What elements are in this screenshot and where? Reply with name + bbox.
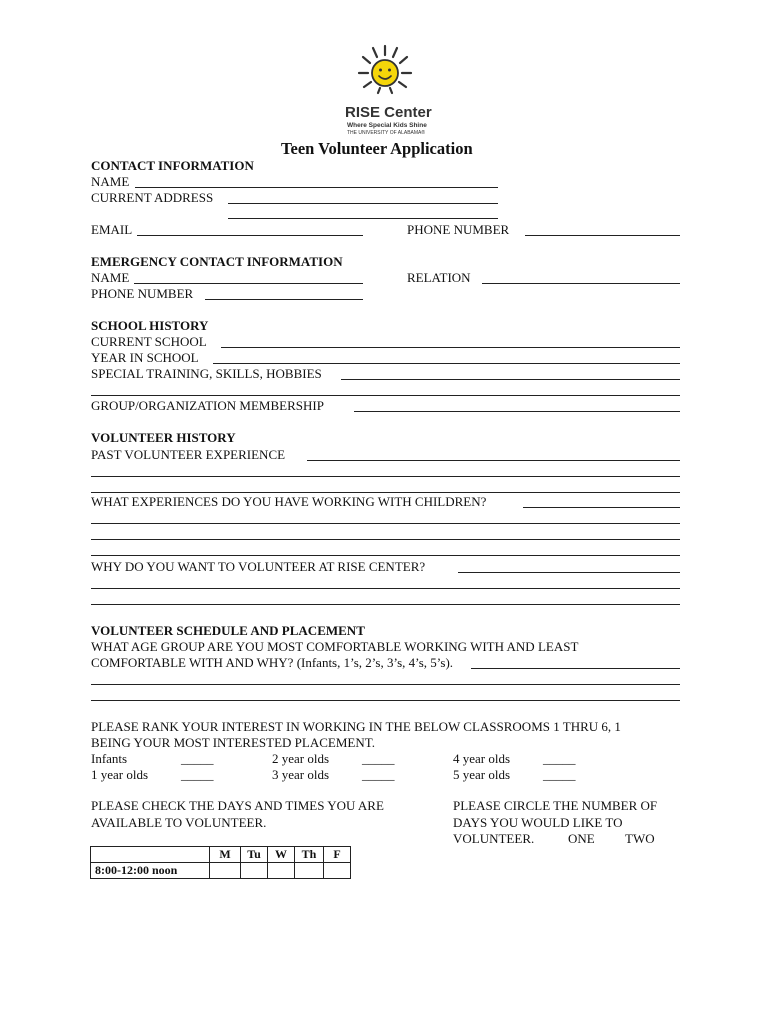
- availability-table: [90, 846, 351, 879]
- logo-university: THE UNIVERSITY OF ALABAMA®: [347, 130, 426, 136]
- check-cell-fri[interactable]: [324, 863, 351, 879]
- past-experience-field[interactable]: [307, 460, 680, 461]
- day-header-thu: Th: [295, 847, 324, 863]
- table-header-row: [91, 847, 351, 863]
- group-membership-field[interactable]: [354, 411, 680, 412]
- past-experience-field-3[interactable]: [91, 492, 680, 493]
- day-header-wed: W: [268, 847, 295, 863]
- logo-tagline: Where Special Kids Shine: [347, 122, 427, 129]
- children-experience-field-4[interactable]: [91, 555, 680, 556]
- training-field-2[interactable]: [91, 395, 680, 396]
- classroom-4yr-rank[interactable]: _____: [543, 751, 576, 766]
- contact-address-field-2[interactable]: [228, 218, 498, 219]
- year-in-school-field[interactable]: [213, 363, 680, 364]
- emergency-name-label: NAME: [91, 270, 130, 285]
- past-experience-label: PAST VOLUNTEER EXPERIENCE: [91, 447, 286, 462]
- circle-instruction-line-1: PLEASE CIRCLE THE NUMBER OF: [453, 798, 658, 813]
- circle-instruction-line-2: DAYS YOU WOULD LIKE TO: [453, 815, 623, 830]
- circle-instruction-line-3: VOLUNTEER.: [453, 831, 535, 846]
- rise-center-logo: [335, 42, 435, 134]
- contact-address-label: CURRENT ADDRESS: [91, 190, 214, 205]
- page-title: Teen Volunteer Application: [281, 139, 473, 158]
- day-header-tue: Tu: [241, 847, 268, 863]
- contact-phone-label: PHONE NUMBER: [407, 222, 510, 237]
- time-slot-label: 8:00-12:00 noon: [91, 863, 210, 879]
- training-label: SPECIAL TRAINING, SKILLS, HOBBIES: [91, 366, 322, 381]
- check-cell-mon[interactable]: [210, 863, 241, 879]
- check-cell-tue[interactable]: [241, 863, 268, 879]
- emergency-relation-label: RELATION: [407, 270, 471, 285]
- why-volunteer-field-2[interactable]: [91, 588, 680, 589]
- contact-name-label: NAME: [91, 174, 130, 189]
- days-instruction-line-1: PLEASE CHECK THE DAYS AND TIMES YOU ARE: [91, 798, 384, 813]
- logo-name: RISE Center: [345, 104, 432, 121]
- children-experience-field-2[interactable]: [91, 523, 680, 524]
- children-experience-label: WHAT EXPERIENCES DO YOU HAVE WORKING WITH CHILDREN?: [91, 494, 487, 509]
- age-question-field-2[interactable]: [91, 684, 680, 685]
- children-experience-field-3[interactable]: [91, 539, 680, 540]
- classroom-infants-rank[interactable]: _____: [181, 751, 214, 766]
- group-membership-label: GROUP/ORGANIZATION MEMBERSHIP: [91, 398, 324, 413]
- year-in-school-label: YEAR IN SCHOOL: [91, 350, 199, 365]
- current-school-field[interactable]: [221, 347, 680, 348]
- contact-email-field[interactable]: [137, 235, 363, 236]
- schedule-heading: VOLUNTEER SCHEDULE AND PLACEMENT: [91, 623, 365, 638]
- emergency-name-field[interactable]: [134, 283, 363, 284]
- why-volunteer-field[interactable]: [458, 572, 680, 573]
- circle-option-one[interactable]: ONE: [568, 831, 595, 846]
- classroom-5yr-label: 5 year olds: [453, 767, 511, 782]
- contact-heading: CONTACT INFORMATION: [91, 158, 254, 173]
- age-question-field-3[interactable]: [91, 700, 680, 701]
- children-experience-field[interactable]: [523, 507, 680, 508]
- classroom-3yr-label: 3 year olds: [272, 767, 330, 782]
- classroom-1yr-label: 1 year olds: [91, 767, 149, 782]
- past-experience-field-2[interactable]: [91, 476, 680, 477]
- classroom-5yr-rank[interactable]: _____: [543, 767, 576, 782]
- emergency-relation-field[interactable]: [482, 283, 680, 284]
- classroom-1yr-rank[interactable]: _____: [181, 767, 214, 782]
- rank-instruction-line-2: BEING YOUR MOST INTERESTED PLACEMENT.: [91, 735, 375, 750]
- classroom-infants-label: Infants: [91, 751, 128, 766]
- age-question-line-1: WHAT AGE GROUP ARE YOU MOST COMFORTABLE WORKING WITH AND LEAST: [91, 639, 579, 654]
- age-question-line-2: COMFORTABLE WITH AND WHY? (Infants, 1’s, 2’s, 3’s, 4’s, 5’s).: [91, 655, 454, 670]
- classroom-4yr-label: 4 year olds: [453, 751, 511, 766]
- classroom-3yr-rank[interactable]: _____: [362, 767, 395, 782]
- why-volunteer-field-3[interactable]: [91, 604, 680, 605]
- check-cell-wed[interactable]: [268, 863, 295, 879]
- days-instruction-line-2: AVAILABLE TO VOLUNTEER.: [91, 815, 267, 830]
- age-question-field[interactable]: [471, 668, 680, 669]
- emergency-phone-field[interactable]: [205, 299, 363, 300]
- contact-name-field[interactable]: [135, 187, 498, 188]
- table-row: [91, 863, 351, 879]
- contact-address-field[interactable]: [228, 203, 498, 204]
- rank-instruction-line-1: PLEASE RANK YOUR INTEREST IN WORKING IN THE BELOW CLASSROOMS 1 THRU 6, 1: [91, 719, 621, 734]
- classroom-2yr-label: 2 year olds: [272, 751, 330, 766]
- table-corner-cell: [91, 847, 210, 863]
- circle-option-two[interactable]: TWO: [625, 831, 655, 846]
- contact-email-label: EMAIL: [91, 222, 133, 237]
- current-school-label: CURRENT SCHOOL: [91, 334, 207, 349]
- contact-phone-field[interactable]: [525, 235, 680, 236]
- volunteer-heading: VOLUNTEER HISTORY: [91, 430, 236, 445]
- day-header-fri: F: [324, 847, 351, 863]
- emergency-heading: EMERGENCY CONTACT INFORMATION: [91, 254, 343, 269]
- school-heading: SCHOOL HISTORY: [91, 318, 209, 333]
- check-cell-thu[interactable]: [295, 863, 324, 879]
- sun-logo-icon: [335, 42, 435, 102]
- training-field[interactable]: [341, 379, 680, 380]
- why-volunteer-label: WHY DO YOU WANT TO VOLUNTEER AT RISE CENTER?: [91, 559, 426, 574]
- emergency-phone-label: PHONE NUMBER: [91, 286, 194, 301]
- day-header-mon: M: [210, 847, 241, 863]
- classroom-2yr-rank[interactable]: _____: [362, 751, 395, 766]
